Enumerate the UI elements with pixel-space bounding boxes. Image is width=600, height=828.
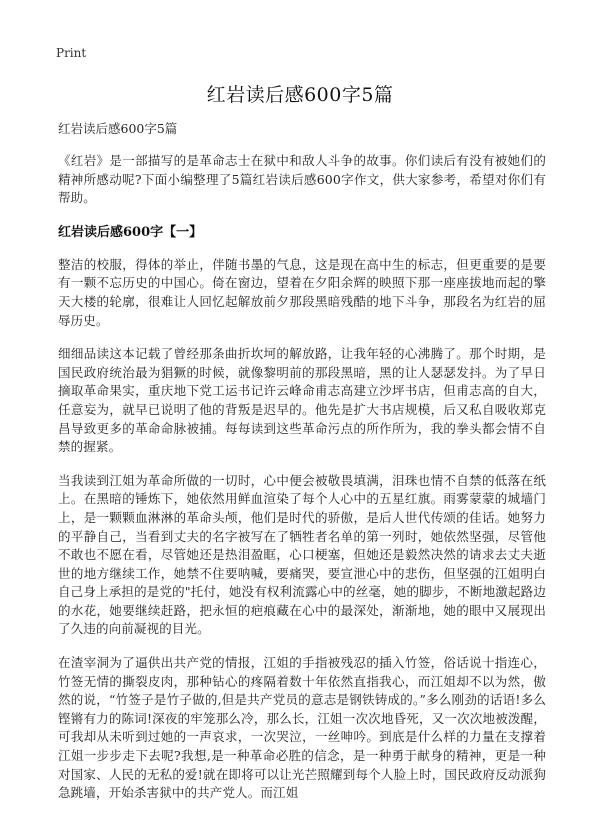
body-paragraph: 细细品读这本记载了曾经那条曲折坎坷的解放路，让我年轻的心沸腾了。那个时期，是国民政府统治最为猖獗的时候，就像黎明前的那段黑暗，黑的让人瑟瑟发抖。为了早日摘取革命果实，重庆地下党工运书记许云峰命甫志高建立沙坪书店，但甫志高的自大，任意妄为，就早已说明了他的背叛是迟早的。他先是扩大书店规模，后又私自吸收郑克昌导致更多的革命命脉被捕。每每读到这些革命污点的所作所为，我的拳头都会情不自禁的握紧。 [58,346,546,455]
document-subtitle: 红岩读后感600字5篇 [58,121,178,136]
print-label[interactable]: Print [56,46,87,60]
body-paragraph: 在渣宰洞为了逼供出共产党的情报，江姐的手指被残忍的插入竹签，俗话说十指连心，竹签无情的撕裂皮肉，那种钻心的疼隔着数十年依然直指我心，而江姐却不以为然，傲然的说，“竹签子是竹子做的,但是共产党员的意志是钢铁铸成的。”多么刚劲的话语!多么铿锵有力的陈词!深夜的牢笼那么冷，那么长，江姐一次次地昏死，又一次次地被泼醒，可我却从未听到过她的一声哀求，一次哭泣，一丝呻吟。到底是什么样的力量在支撑着江姐一步步走下去呢?我想,是一种革命必胜的信念，是一种勇于献身的精神，更是一种对国家、人民的无私的爱!就在即将可以让光芒照耀到每个人脸上时，国民政府反动派狗急跳墙，开始杀害狱中的共产党人。而江姐 [58,655,546,801]
body-paragraph: 整洁的校服，得体的举止，伴随书墨的气息，这是现在高中生的标志，但更重要的是要有一颗不忘历史的中国心。倚在窗边，望着在夕阳余辉的映照下那一座座拔地而起的擎天大楼的轮廓，很难让人回忆起解放前夕那段黑暗残酷的地下斗争，那段名为红岩的屈辱历史。 [58,256,546,328]
document-body [58,120,546,818]
body-paragraph: 当我读到江姐为革命所做的一切时，心中便会被敬畏填满，泪珠也情不自禁的低落在纸上。在黑暗的锤炼下，她依然用鲜血渲染了每个人心中的五星红旗。雨雾蒙蒙的城墙门上，是一颗颗血淋淋的革命头颅，他们是时代的骄傲，是后人世代传颂的佳话。她努力的平静自己，当看到丈夫的名字被写在了牺牲者名单的第一列时，她依然坚强，尽管他不敢也不愿在看，尽管她还是热泪盈眶，心口梗塞，但她还是毅然决然的请求去丈夫逝世的地方继续工作，她禁不住要呐喊，要痛哭，要宣泄心中的悲伤，但坚强的江姐明白自己身上承担的是党的"托付，她没有权利流露心中的丝毫，她的脚步，不断地激起路边的水花，她要继续赶路，把永恒的疤痕藏在心中的最深处，渐渐地，她的眼中又展现出了久违的向前凝视的目光。 [58,472,546,637]
section-heading: 红岩读后感600字【一】 [58,224,203,240]
page-title: 红岩读后感600字5篇 [206,84,394,106]
intro-paragraph: 《红岩》是一部描写的是革命志士在狱中和敌人斗争的故事。你们读后有没有被她们的精神所感动呢?下面小编整理了5篇红岩读后感600字作文，供大家参考，希望对你们有帮助。 [58,153,546,206]
